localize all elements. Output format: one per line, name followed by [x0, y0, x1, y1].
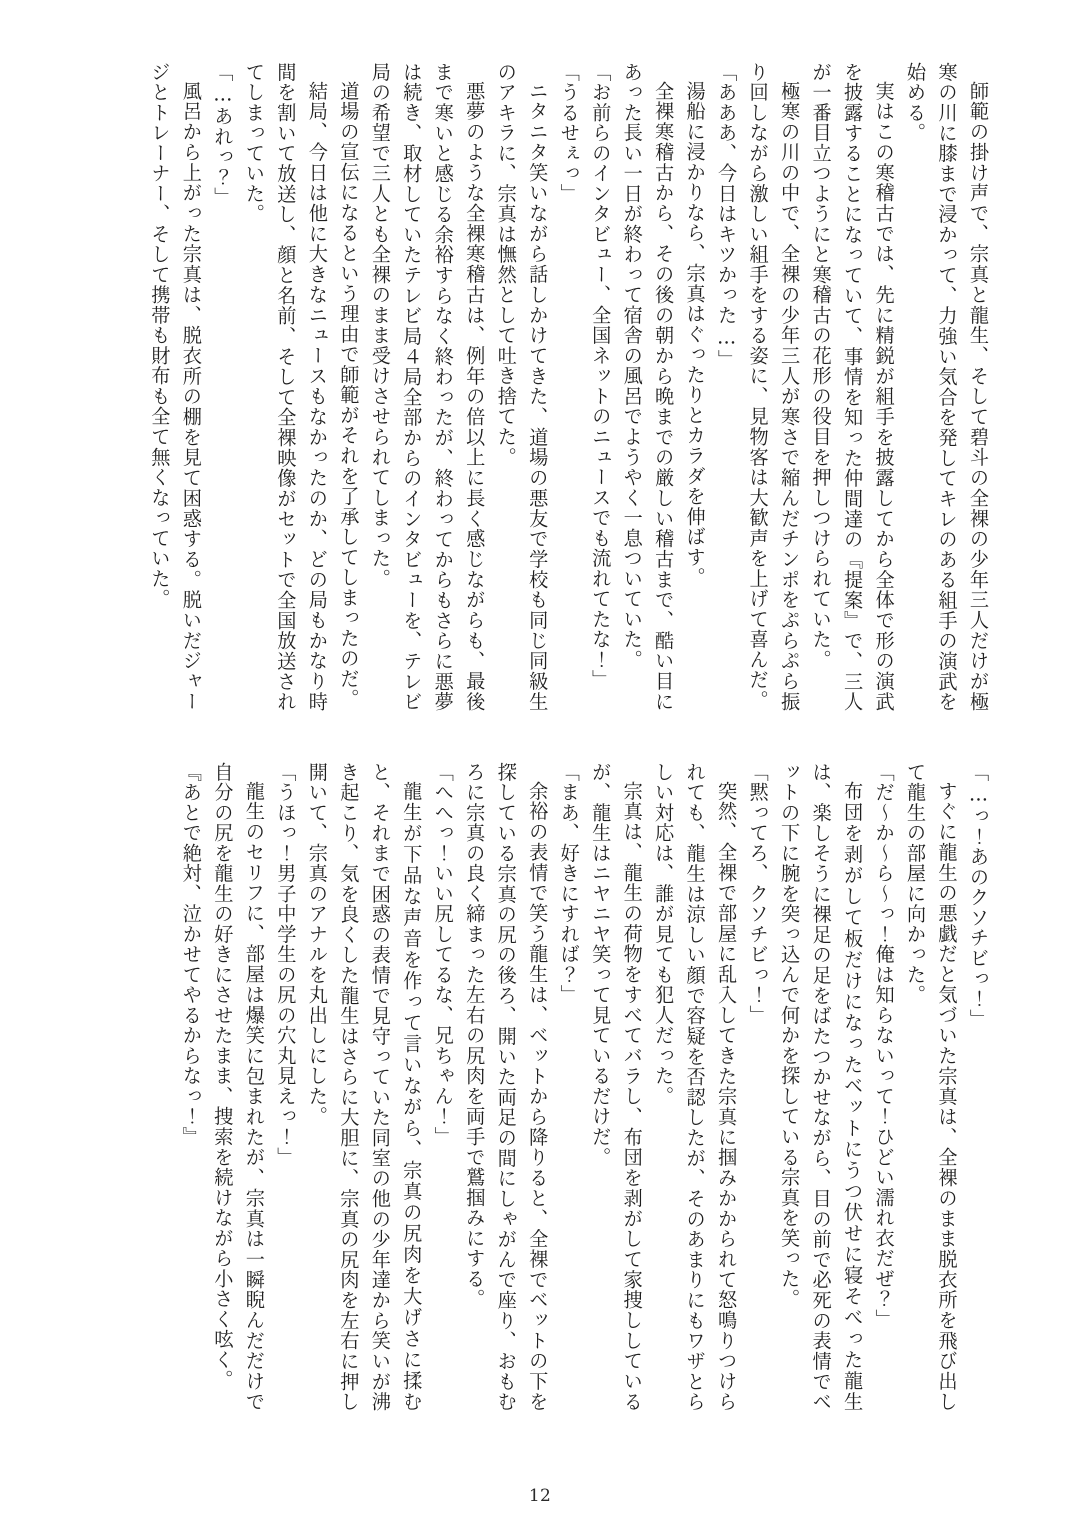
- paragraph: 「だ～か～ら～っ！俺は知らないって！ひどい濡れ衣だぜ？」: [872, 762, 896, 1330]
- paragraph: 余裕の表情で笑う龍生は、ベットから降りると、全裸でベットの下を探している宗真の尻の後ろ、開いた両足の間にしゃがんで座り、おもむろに宗真の良く締まった左右の尻肉を両手で鷲掴みにする。: [463, 762, 550, 1412]
- paragraph: 『あとで絶対、泣かせてやるからなっ！』: [179, 762, 203, 1147]
- paragraph: 全裸寒稽古から、その後の朝から晩までの厳しい稽古まで、酷い目にあった長い一日が終わって宿舎の風呂でようやく一息ついていた。: [620, 62, 676, 712]
- paragraph: 極寒の川の中で、全裸の少年三人が寒さで縮んだチンポをぷらぷら振り回しながら激しい組手をする姿に、見物客は大歓声を上げて喜んだ。: [746, 62, 802, 712]
- paragraph: 風呂から上がった宗真は、脱衣所の棚を見て困惑する。脱いだジャージとトレーナー、そして携帯も財布も全て無くなっていた。: [148, 62, 203, 712]
- paragraph: ニタニタ笑いながら話しかけてきた、道場の悪友で学校も同じ同級生のアキラに、宗真は憮然として吐き捨てた。: [494, 62, 550, 712]
- paragraph: 布団を剥がして板だけになったベットにうつ伏せに寝そべった龍生は、楽しそうに裸足の足をばたつかせながら、目の前で必死の表情でベットの下に腕を突っ込んで何かを探している宗真を笑った。: [778, 762, 865, 1412]
- paragraph: 実はこの寒稽古では、先に精鋭が組手を披露してから全体で形の演武を披露することになっていて、事情を知った仲間達の『提案』で、三人が一番目立つようにと寒稽古の花形の役目を押しつけられていた。: [809, 62, 896, 712]
- paragraph: 宗真は、龍生の荷物をすべてバラし、布団を剥がして家捜ししているが、龍生はニヤニヤ笑って見ているだけだ。: [589, 762, 644, 1412]
- page-number: 12: [528, 1486, 552, 1506]
- paragraph: 龍生のセリフに、部屋は爆笑に包まれたが、宗真は一瞬睨んだだけで自分の尻を龍生の好きにさせたまま、捜索を続けながら小さく呟く。: [211, 762, 266, 1412]
- text-block-lower: [92, 762, 994, 1412]
- paragraph: 龍生が下品な声音を作って言いながら、宗真の尻肉を大げさに揉むと、それまで困惑の表情で見守っていた同室の他の少年達から笑いが沸き起こり、気を良くした龍生はさらに大胆に、宗真の尻肉を左右に押し開いて、宗真のアナルを丸出しにした。: [305, 762, 424, 1412]
- paragraph: 突然、全裸で部屋に乱入してきた宗真に掴みかかられて怒鳴りつけられても、龍生は涼しい顔で容疑を否認したが、そのあまりにもワザとらしい対応は、誰が見ても犯人だった。: [652, 762, 739, 1412]
- paragraph: 道場の宣伝になるという理由で師範がそれを了承してしまったのだ。: [337, 81, 361, 710]
- paragraph: 師範の掛け声で、宗真と龍生、そして碧斗の全裸の少年三人だけが極寒の川に膝まで浸かって、力強い気合を発してキレのある組手の演武を始める。: [904, 62, 990, 712]
- paragraph: 「…あれっ？」: [211, 62, 235, 208]
- paragraph: 湯船に浸かりなら、宗真はぐったりとカラダを伸ばす。: [683, 81, 707, 588]
- paragraph: 「お前らのインタビュー、全国ネットのニュースでも流れてたな！」: [589, 62, 613, 690]
- paragraph: 結局、今日は他に大きなニュースもなかったのか、どの局もかなり時間を割いて放送し、顔と名前、そして全裸映像がセットで全国放送されてしまっていた。: [242, 62, 329, 712]
- paragraph: 「あああ、今日はキツかった…」: [715, 62, 739, 370]
- paragraph: 「黙ってろ、クソチビっ！」: [746, 762, 770, 1026]
- paragraph: 「…っ！あのクソチビっ！」: [967, 762, 990, 1030]
- paragraph: 「へへっ！いい尻してるな、兄ちゃん！」: [431, 762, 455, 1147]
- paragraph: 悪夢のような全裸寒稽古は、例年の倍以上に長く感じながらも、最後まで寒いと感じる余裕すらなく終わったが、終わってからもさらに悪夢は続き、取材していたテレビ局４局全部からのインタビューを、テレビ局の希望で三人とも全裸のまま受けさせられてしまった。: [368, 62, 487, 712]
- text-block-upper: [92, 62, 994, 712]
- paragraph: 「まあ、好きにすれば？」: [557, 762, 581, 1006]
- paragraph: 「うるせぇっ」: [557, 62, 581, 204]
- paragraph: 「うほっ！男子中学生の尻の穴丸見えっ！」: [274, 762, 298, 1168]
- paragraph: すぐに龍生の悪戯だと気づいた宗真は、全裸のまま脱衣所を飛び出して龍生の部屋に向かった。: [904, 762, 959, 1412]
